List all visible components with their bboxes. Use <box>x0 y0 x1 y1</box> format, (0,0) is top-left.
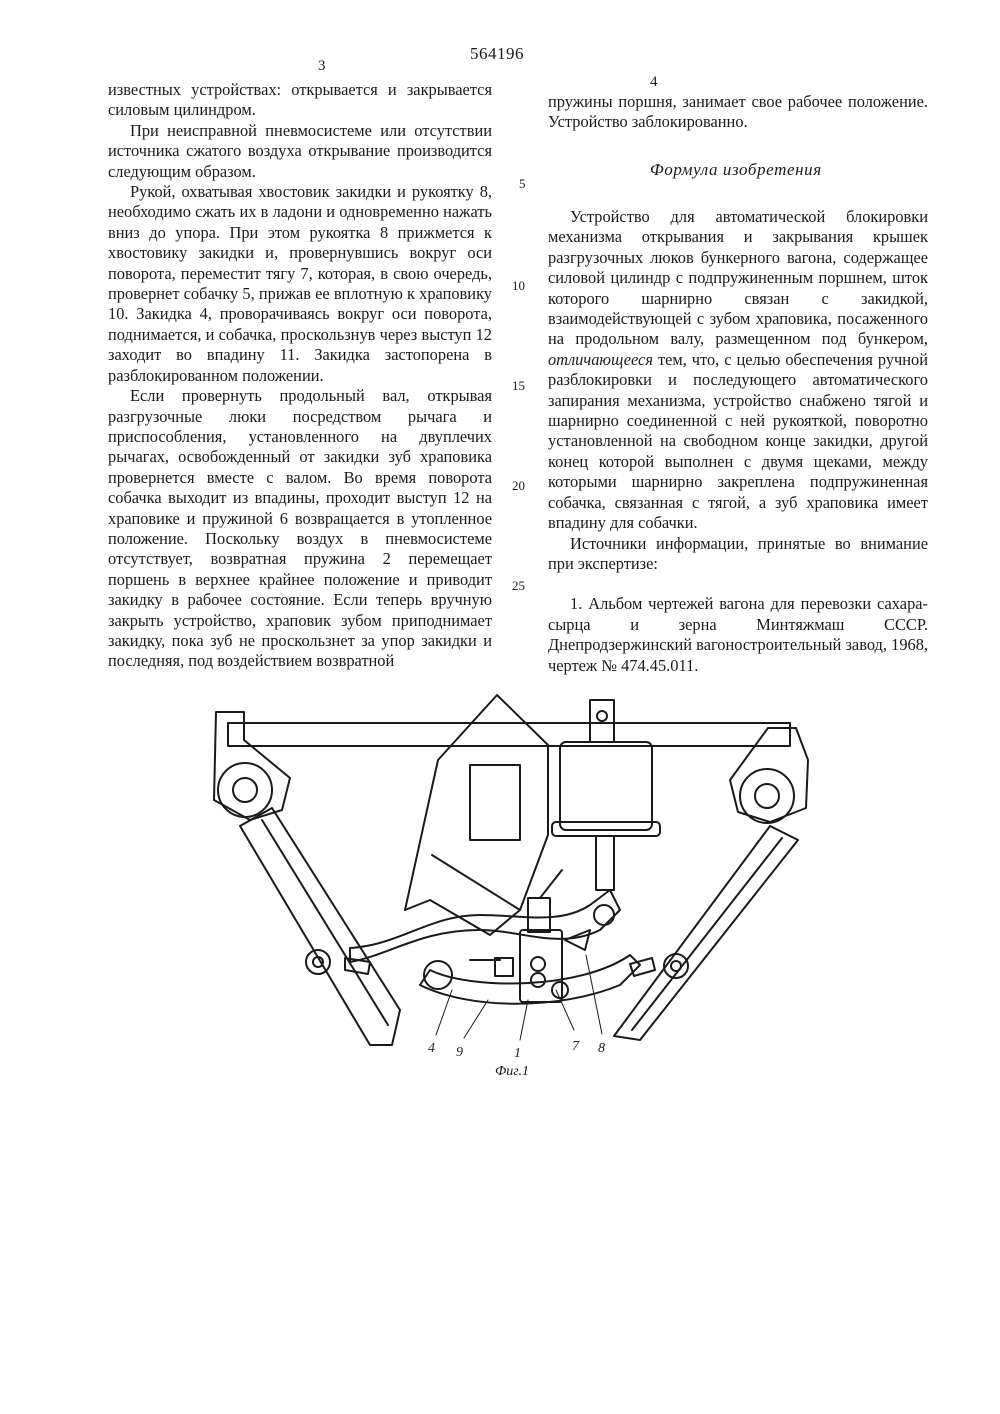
claim-emphasis: отличающееся <box>548 349 653 369</box>
callout-4: 4 <box>428 1041 435 1056</box>
left-pivot-outer <box>218 763 272 817</box>
left-paragraph-4: Если провернуть продольный вал, открывая разгрузочные люки посредством рычага и приспособления, установленного на двуплечих рычагах, освобожденный от закидки зуб храповика провернется вместе с валом. Во время поворота собачка выходит из впадины, проходит выступ 12 на храповике и пружиной 6 возвращается в утопленное положение. Поскольку воздух в пневмосистеме отсутствует, возвратная пружина 2 перемещает поршень в верхнее крайнее положение и приводит закидку в рабочее состояние. Если теперь вручную закрыть устройство, храповик зубом приподнимает закидку, пока зуб не проскользнет за упор закидки и последняя, под воздействием возвратной <box>108 386 492 671</box>
callout-1: 1 <box>514 1046 521 1061</box>
callout-8: 8 <box>598 1041 605 1056</box>
top-beam <box>228 723 790 746</box>
claim-text-part1: Устройство для автоматической блокировки механизма открывания и закрывания крышек разгрузочных люков бункерного вагона, содержащее силовой цилиндр с подпружиненным поршнем, шток которого шарнирно связан с закидкой, взаимодействующей с зубом храповика, посаженного на продольном валу, размещенном под бункером, <box>548 207 928 349</box>
line-number-25: 25 <box>512 578 525 593</box>
sources-title: Источники информации, принятые во внимание при экспертизе: <box>548 533 928 573</box>
figure-caption: Фиг.1 <box>495 1064 530 1079</box>
ratchet-block <box>520 930 562 1002</box>
right-pivot-outer <box>740 769 794 823</box>
left-paragraph-1: известных устройствах: открывается и закрывается силовым цилиндром. <box>108 80 492 120</box>
lower-frame <box>420 955 640 1004</box>
line-number-5: 5 <box>519 176 526 191</box>
right-hatch-cover <box>614 826 798 1040</box>
line-number-20: 20 <box>512 478 525 493</box>
claims-heading: Формула изобретения <box>650 160 822 179</box>
hopper-body <box>405 695 548 935</box>
left-paragraph-2: При неисправной пневмосистеме или отсутствии источника сжатого воздуха открывание производится следующим образом. <box>108 120 492 181</box>
callout-9: 9 <box>456 1045 463 1060</box>
left-paragraph-3: Рукой, охватывая хвостовик закидки и рукоятку 8, необходимо сжать их в ладони и одновременно нажать вниз до упора. При этом рукоятка 8 прижмется к хвостовику закидки и, провернувшись вокруг оси поворота, переместит тягу 7, которая, в свою очередь, провернет собачку 5, прижав ее вплотную к храповику 10. Закидка 4, проворачиваясь вокруг оси поворота, поднимается, и собачка, проскользнув через выступ 12 заходит во впадину 11. Закидка застопорена в разблокированном положении. <box>108 182 492 385</box>
left-hatch-cover <box>240 808 400 1045</box>
power-cylinder <box>560 742 652 830</box>
right-continuation: пружины поршня, занимает свое рабочее положение. Устройство заблокированно. <box>548 92 928 132</box>
left-bracket <box>214 712 290 820</box>
line-number-10: 10 <box>512 278 525 293</box>
callout-7: 7 <box>572 1039 579 1054</box>
claim-text-part2: тем, что, с целью обеспечения ручной разблокировки и последующего автоматического запирания механизма, устройство снабжено тягой и шарнирно соединенной с ней рукояткой, поворотно установленной на свободном конце закидки, другой конец которой выполнен с двумя щеками, между которыми шарнирно закреплена подпружиненная собачка, связанная с тягой, а зуб храповика имеет впадину для собачки. <box>548 349 928 533</box>
right-column-number: 4 <box>650 74 658 90</box>
line-number-15: 15 <box>512 378 525 393</box>
patent-number: 564196 <box>470 44 524 63</box>
left-pivot-inner <box>233 778 257 802</box>
left-column-number: 3 <box>318 58 326 74</box>
linkage-arm <box>350 890 620 962</box>
source-1: 1. Альбом чертежей вагона для перевозки сахара-сырца и зерна Минтяжмаш СССР. Днепродзержинский вагоностроительный завод, 1968, чертеж № 474.45.011. <box>548 594 928 675</box>
right-pivot-inner <box>755 784 779 808</box>
